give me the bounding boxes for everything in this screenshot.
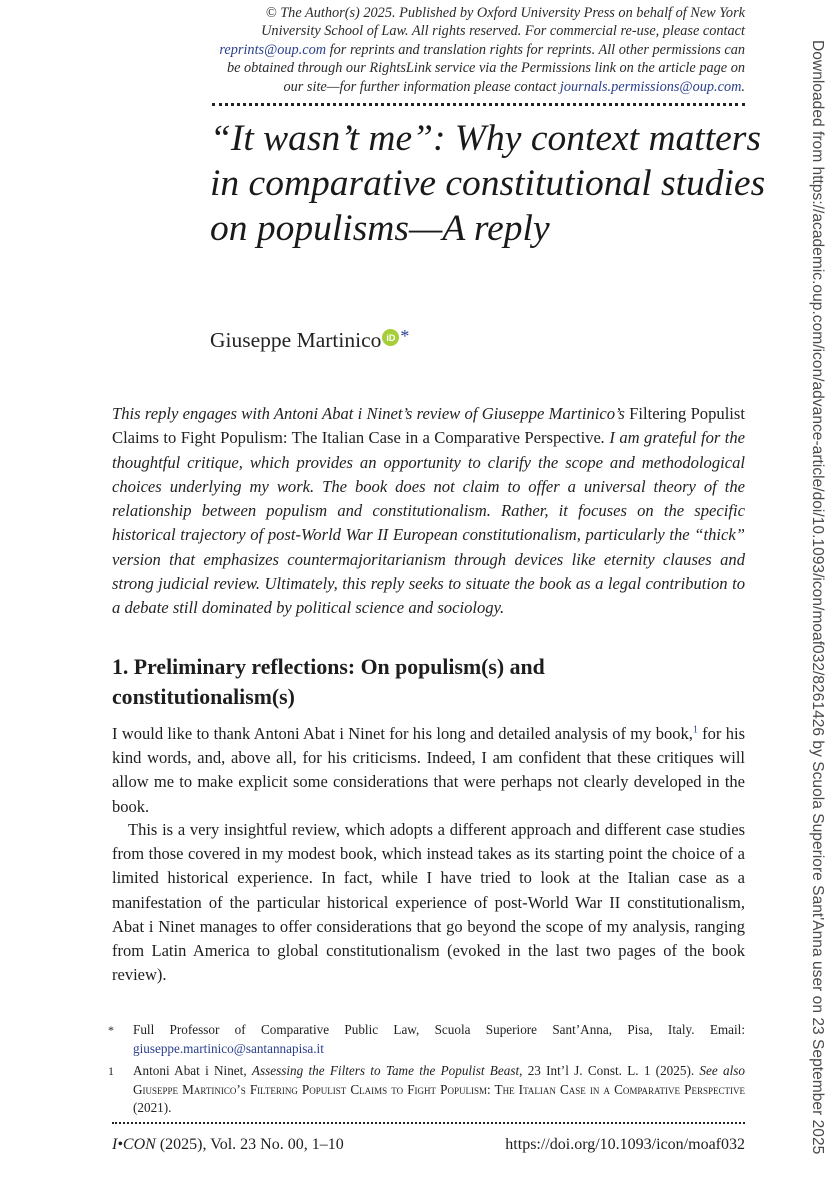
footnote-1: 1 Antoni Abat i Ninet, Assessing the Filters to Tame the Populist Beast, 23 Int’l J. Const. L. 1 (2025). See also Giuseppe Martinico’s Filtering Populist Claims to Fight Populism: The Italian Case in a Comparative Perspective (2021). [108, 1062, 745, 1118]
footnote-author: * Full Professor of Comparative Public Law, Scuola Superiore Sant’Anna, Pisa, Italy. Email: giuseppe.martinico@santannapisa.it [108, 1021, 745, 1058]
footnote-ref-1[interactable]: 1 [692, 724, 698, 736]
footnote-mark: * [108, 1023, 114, 1037]
journal-citation: I•CON (2025), Vol. 23 No. 00, 1–10 [112, 1136, 344, 1153]
orcid-icon[interactable]: iD [382, 329, 399, 346]
header-divider [212, 103, 745, 106]
author-name: Giuseppe Martinico [210, 328, 382, 352]
copyright-notice: © The Author(s) 2025. Published by Oxford University Press on behalf of New York University School of Law. All rights reserved. For commercial re-use, please contact reprints@oup.com for reprints and translation rights for reprints. All other permissions can be obtained through our RightsLink service via the Permissions link on the article page on our site—for further information please contact journals.permissions@oup.com. [219, 5, 745, 95]
download-watermark: Downloaded from https://academic.oup.com/icon/advance-article/doi/10.1093/icon/moaf032/8261426 by Scuola Superiore Sant'Anna user on 23 September 2025 [809, 40, 826, 1155]
doi-link[interactable]: https://doi.org/10.1093/icon/moaf032 [505, 1136, 745, 1153]
article-title: “It wasn’t me”: Why context matters in comparative constitutional studies on populisms—A reply [210, 118, 766, 249]
body-paragraph: This is a very insightful review, which adopts a different approach and different case studies from those covered in my modest book, which instead takes as its starting point the choice of a limited historical experience. In fact, while I have tried to look at the Italian case as a manifestation of the particular historical experience of post-World War II constitutionalism, Abat i Ninet manages to offer considerations that go beyond the scope of my analysis, ranging from Latin America to global constitutionalism (evoked in the last two pages of the book review). [112, 820, 745, 985]
abstract: This reply engages with Antoni Abat i Ninet’s review of Giuseppe Martinico’s Filtering Populist Claims to Fight Populism: The Italian Case in a Comparative Perspective. I am grateful for the thoughtful critique, which provides an opportunity to clarify the scope and methodological choices underlying my work. The book does not claim to offer a universal theory of the relationship between populism and constitutionalism. Rather, it focuses on the specific historical trajectory of post-World War II European constitutionalism, particularly the “thick” version that emphasizes countermajoritarianism through devices like eternity clauses and strong judicial review. Ultimately, this reply seeks to situate the book as a legal contribution to a debate still dominated by political science and sociology. [112, 404, 745, 618]
author-footnote-mark[interactable]: * [400, 326, 410, 346]
author-email-link[interactable]: giuseppe.martinico@santannapisa.it [133, 1040, 324, 1056]
footnote-mark: 1 [108, 1064, 114, 1078]
reprints-email-link[interactable]: reprints@oup.com [219, 41, 327, 58]
section-heading: 1. Preliminary reflections: On populism(s) and constitutionalism(s) [112, 655, 545, 709]
permissions-email-link[interactable]: journals.permissions@oup.com [559, 78, 742, 95]
author-line [210, 328, 409, 353]
footer-divider [112, 1122, 745, 1124]
body-paragraph: I would like to thank Antoni Abat i Ninet for his long and detailed analysis of my book,$^1$ for his kind words, and, above all, for his criticisms. Indeed, I am confident that these critiques will allow me to make explicit some considerations that were perhaps not clearly developed in the book. [112, 724, 746, 816]
book-title: Filtering Populist Claims to Fight Populism: The Italian Case in a Comparative Perspective [112, 404, 745, 448]
